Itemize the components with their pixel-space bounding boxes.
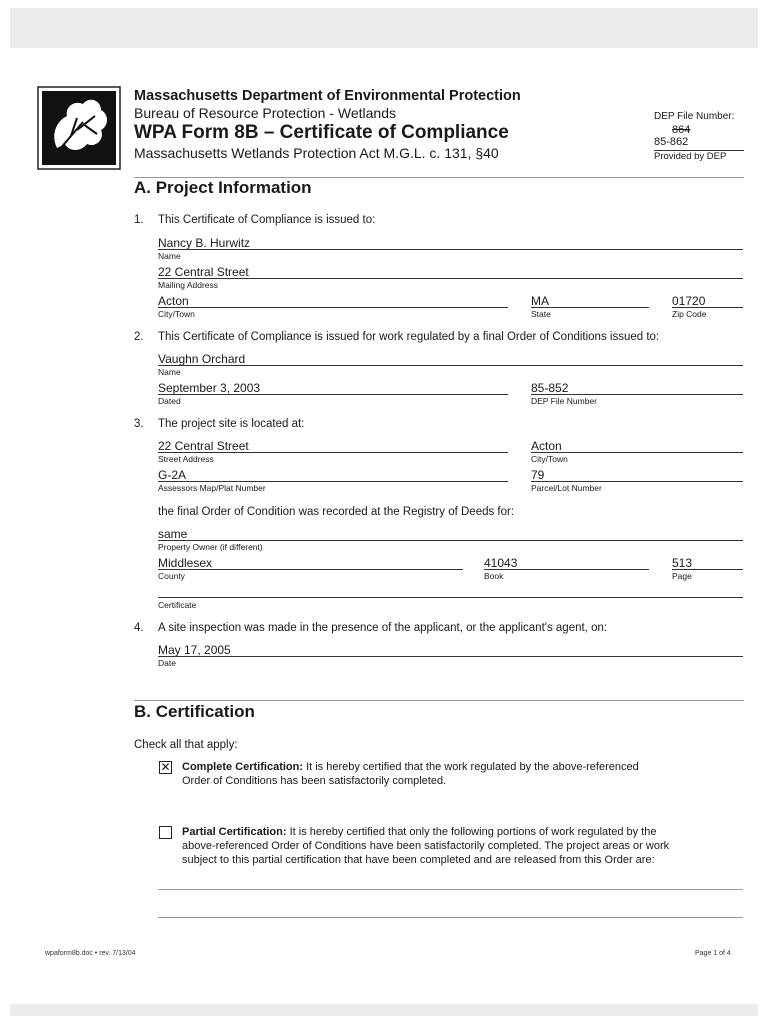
q1-name-label: Name bbox=[158, 251, 181, 261]
complete-certification-desc: It is hereby certified that the work regulated by the above-referenced bbox=[303, 761, 639, 773]
q3-page-label: Page bbox=[672, 571, 692, 581]
oak-leaf-icon bbox=[37, 86, 121, 170]
q1-state-value[interactable]: MA bbox=[531, 294, 549, 308]
q3-book-line bbox=[484, 569, 649, 570]
q3-parcel-label: Parcel/Lot Number bbox=[531, 483, 602, 493]
q3-street-line bbox=[158, 452, 508, 453]
q4-text: A site inspection was made in the presence of the applicant, or the applicant's agent, on: bbox=[158, 622, 608, 634]
q2-number: 2. bbox=[134, 331, 144, 343]
q3-owner-line bbox=[158, 540, 743, 541]
form-title: WPA Form 8B – Certificate of Compliance bbox=[134, 122, 509, 143]
q2-dep-file-label: DEP File Number bbox=[531, 396, 597, 406]
complete-certification-title: Complete Certification: bbox=[182, 761, 304, 773]
q2-name-line bbox=[158, 365, 743, 366]
q3-street-label: Street Address bbox=[158, 454, 214, 464]
q3-city-label: City/Town bbox=[531, 454, 568, 464]
q2-dated-line bbox=[158, 394, 508, 395]
q1-city-value[interactable]: Acton bbox=[158, 294, 189, 308]
q3-owner-value[interactable]: same bbox=[158, 527, 188, 541]
q3-map-line bbox=[158, 481, 508, 482]
q1-text: This Certificate of Compliance is issued to: bbox=[158, 214, 376, 226]
statute: Massachusetts Wetlands Protection Act M.G.L. c. 131, §40 bbox=[134, 145, 499, 161]
section-b-divider bbox=[134, 700, 744, 701]
checkbox-x-icon: ✕ bbox=[160, 760, 171, 774]
q3-county-value[interactable]: Middlesex bbox=[158, 556, 213, 570]
partial-certification-checkbox[interactable] bbox=[159, 826, 172, 839]
q1-zip-value[interactable]: 01720 bbox=[672, 294, 706, 308]
dep-file-label: DEP File Number: bbox=[654, 111, 735, 122]
partial-certification-desc: It is hereby certified that only the following portions of work regulated by the bbox=[286, 826, 657, 838]
dep-file-struck: 864 bbox=[672, 124, 691, 136]
complete-certification-checkbox[interactable] bbox=[159, 761, 172, 774]
complete-certification-desc-2: Order of Conditions has been satisfactorily completed. bbox=[182, 775, 447, 787]
q1-state-label: State bbox=[531, 309, 551, 319]
q3-parcel-value[interactable]: 79 bbox=[531, 468, 545, 482]
q1-name-line bbox=[158, 249, 743, 250]
q3-book-label: Book bbox=[484, 571, 504, 581]
q3-street-value[interactable]: 22 Central Street bbox=[158, 439, 249, 453]
q1-city-line bbox=[158, 307, 508, 308]
q4-date-value[interactable]: May 17, 2005 bbox=[158, 643, 231, 657]
section-b-instruction: Check all that apply: bbox=[134, 739, 238, 751]
q3-parcel-line bbox=[531, 481, 743, 482]
q1-city-label: City/Town bbox=[158, 309, 195, 319]
scan-top-band bbox=[10, 8, 758, 48]
q3-map-value[interactable]: G-2A bbox=[158, 468, 187, 482]
q3-text: The project site is located at: bbox=[158, 418, 305, 430]
q1-zip-line bbox=[672, 307, 743, 308]
section-b-title: B. Certification bbox=[134, 702, 255, 721]
q3-certificate-label: Certificate bbox=[158, 600, 197, 610]
partial-certification-text bbox=[182, 825, 742, 867]
q1-number: 1. bbox=[134, 214, 144, 226]
q2-text: This Certificate of Compliance is issued for work regulated by a final Order of Conditions issued to: bbox=[158, 331, 660, 343]
q3-county-label: County bbox=[158, 571, 185, 581]
q4-date-label: Date bbox=[158, 658, 176, 668]
q1-zip-label: Zip Code bbox=[672, 309, 707, 319]
bureau-name: Bureau of Resource Protection - Wetlands bbox=[134, 105, 396, 121]
q3-number: 3. bbox=[134, 418, 144, 430]
q4-date-line bbox=[158, 656, 743, 657]
q1-address-line bbox=[158, 278, 743, 279]
partial-area-line-1[interactable] bbox=[158, 889, 743, 890]
partial-certification-title: Partial Certification: bbox=[182, 826, 287, 838]
q3-city-line bbox=[531, 452, 743, 453]
dep-file-number: 85-862 bbox=[654, 136, 689, 148]
q3-map-label: Assessors Map/Plat Number bbox=[158, 483, 266, 493]
q3-county-line bbox=[158, 569, 463, 570]
q3-city-value[interactable]: Acton bbox=[531, 439, 562, 453]
q1-state-line bbox=[531, 307, 649, 308]
partial-area-line-2[interactable] bbox=[158, 917, 743, 918]
q2-name-label: Name bbox=[158, 367, 181, 377]
q1-name-value[interactable]: Nancy B. Hurwitz bbox=[158, 236, 251, 250]
q2-dated-value[interactable]: September 3, 2003 bbox=[158, 381, 261, 395]
dep-logo bbox=[37, 86, 121, 170]
provided-by-dep: Provided by DEP bbox=[654, 151, 727, 162]
scan-bottom-band bbox=[10, 1004, 758, 1016]
q3-certificate-line bbox=[158, 597, 743, 598]
q2-dated-label: Dated bbox=[158, 396, 181, 406]
partial-certification-desc-3: subject to this partial certification that have been completed and are released from this Order are: bbox=[182, 854, 655, 866]
q4-number: 4. bbox=[134, 622, 144, 634]
q2-name-value[interactable]: Vaughn Orchard bbox=[158, 352, 246, 366]
q2-dep-file-value[interactable]: 85-852 bbox=[531, 381, 569, 395]
q1-address-value[interactable]: 22 Central Street bbox=[158, 265, 249, 279]
partial-certification-desc-2: above-referenced Order of Conditions have been satisfactorily completed. The project areas or work bbox=[182, 840, 670, 852]
q1-address-label: Mailing Address bbox=[158, 280, 219, 290]
q3-page-value[interactable]: 513 bbox=[672, 556, 693, 570]
q3-recorded-text: the final Order of Condition was recorded at the Registry of Deeds for: bbox=[158, 506, 515, 518]
footer-doc-revision: wpaform8b.doc • rev. 7/13/04 bbox=[45, 950, 136, 957]
footer-page-number: Page 1 of 4 bbox=[695, 950, 731, 957]
agency-name: Massachusetts Department of Environmental Protection bbox=[134, 88, 521, 104]
q2-dep-file-line bbox=[531, 394, 743, 395]
q3-page-line bbox=[672, 569, 743, 570]
complete-certification-text bbox=[182, 760, 742, 788]
q3-book-value[interactable]: 41043 bbox=[484, 556, 518, 570]
q3-owner-label: Property Owner (if different) bbox=[158, 542, 263, 552]
section-a-title: A. Project Information bbox=[134, 178, 312, 197]
